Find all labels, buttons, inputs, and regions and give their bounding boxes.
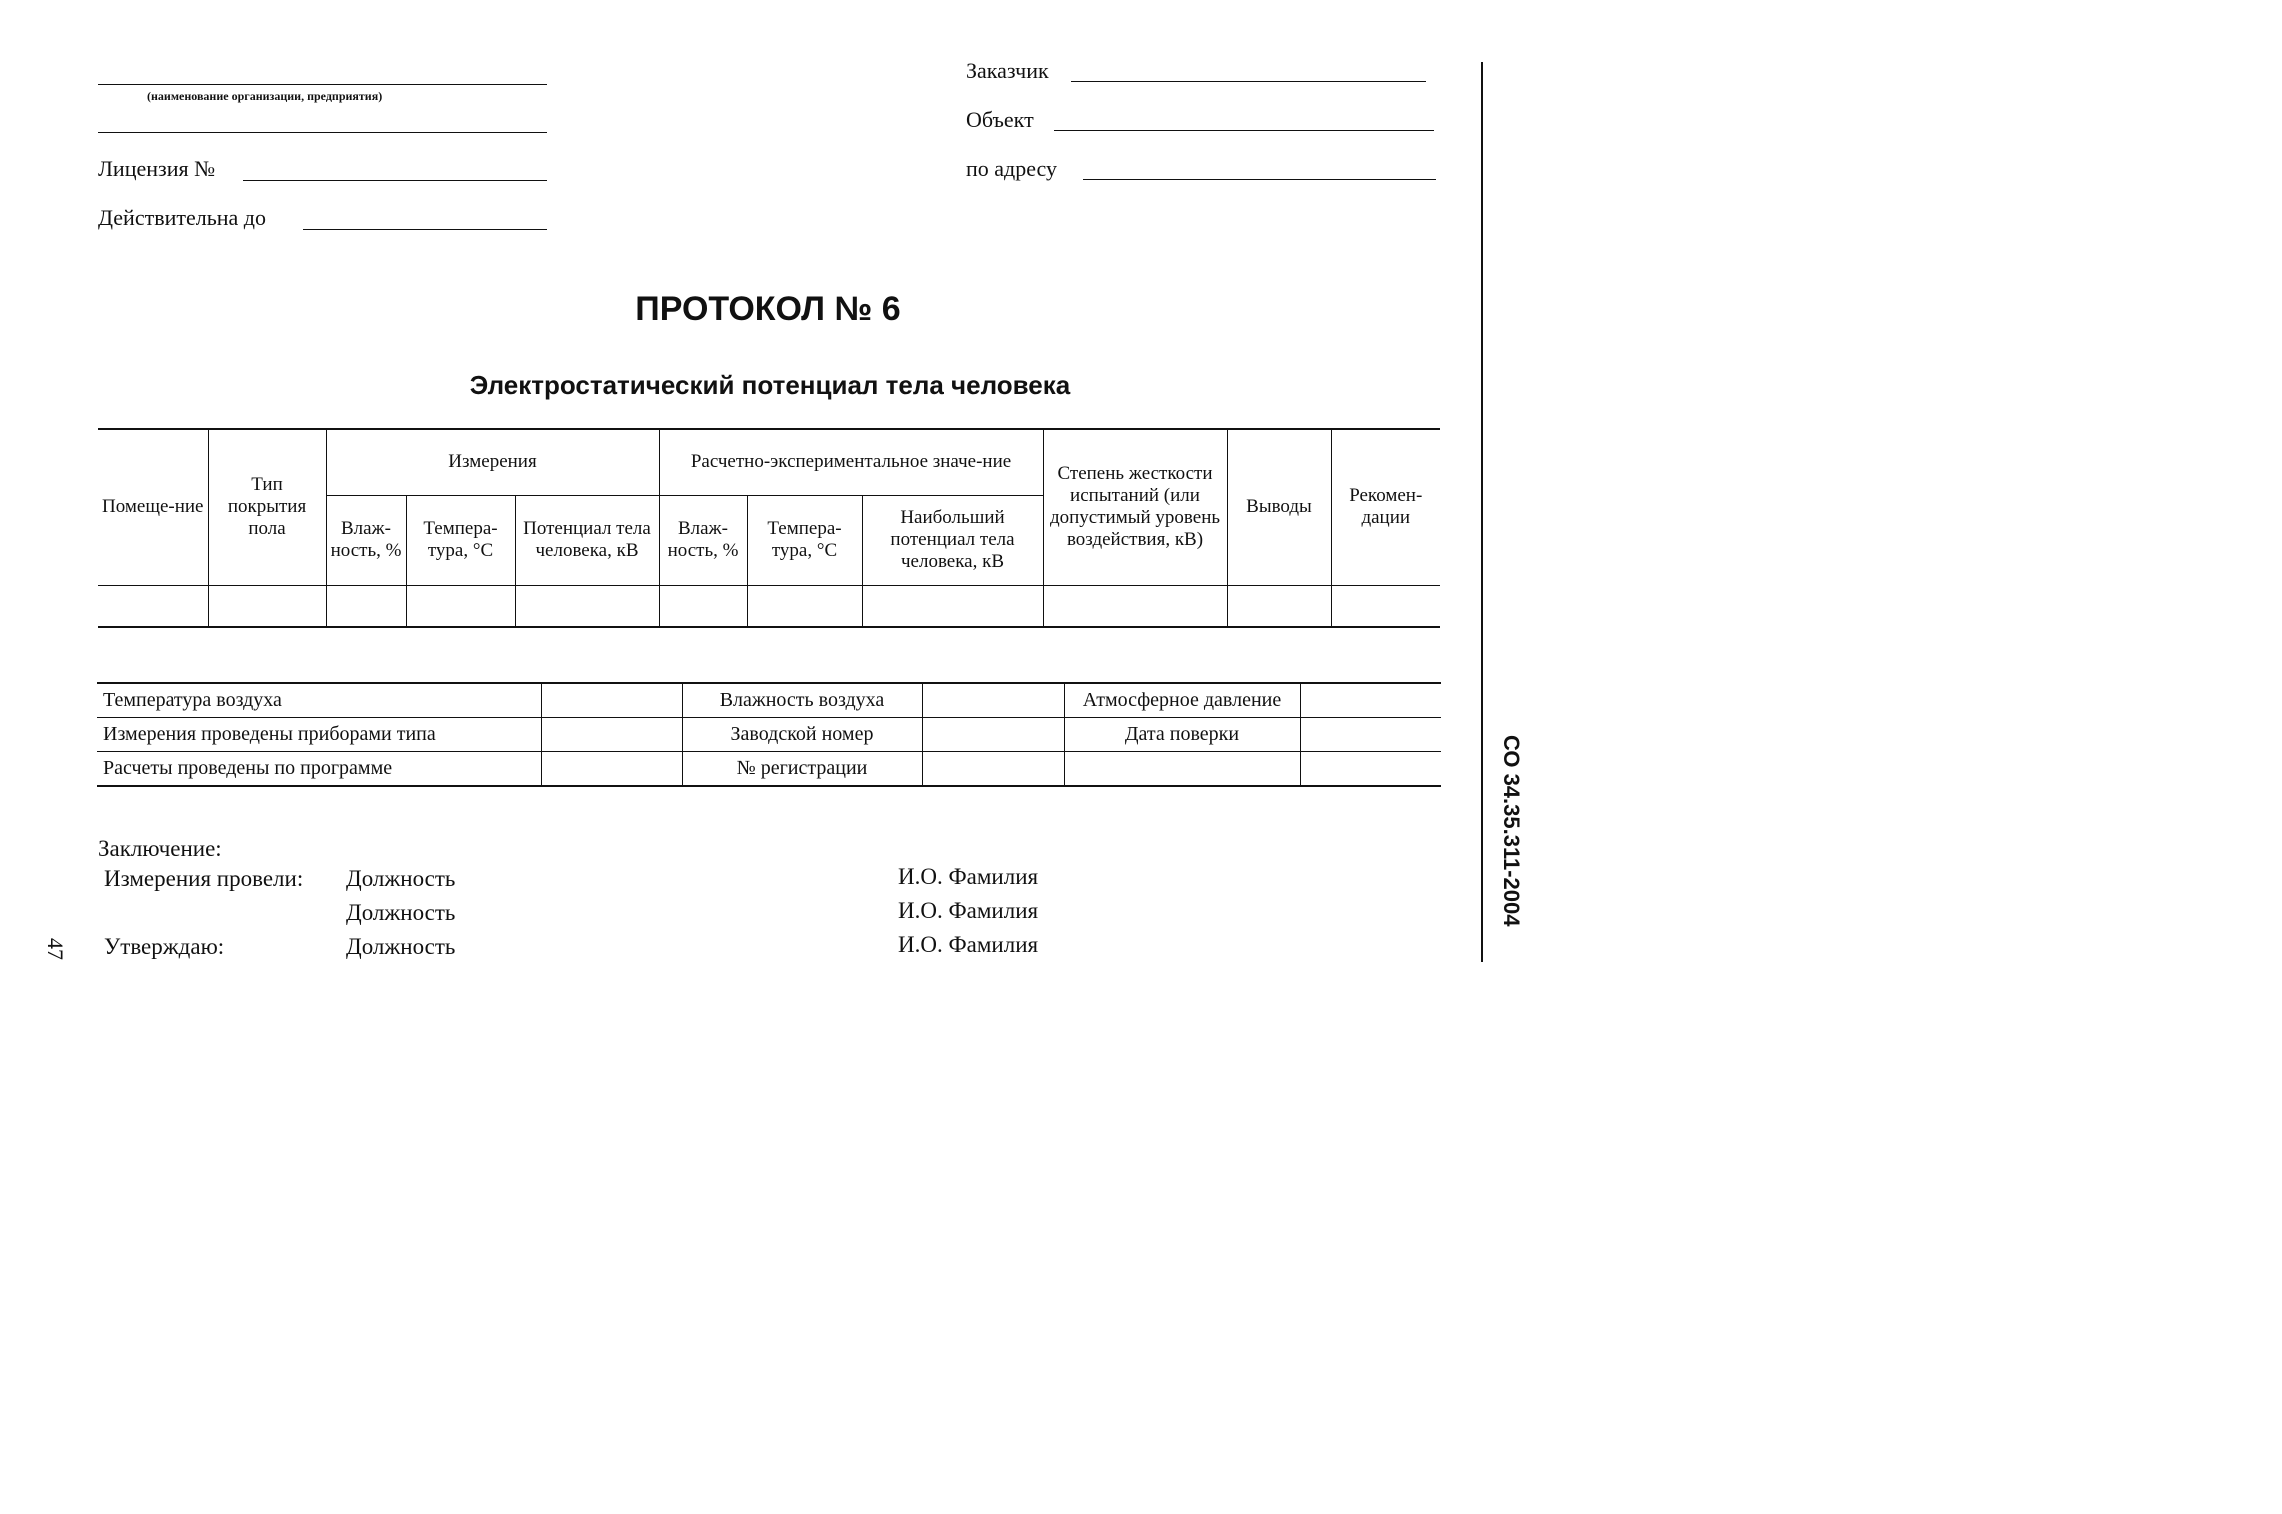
header-room: Помеще-ние [98,429,208,585]
atm-pressure-label: Атмосферное давление [1064,683,1300,718]
license-field[interactable] [243,180,547,181]
address-label: по адресу [966,156,1058,181]
header-temperature: Темпера-тура, °C [406,495,515,585]
serial-number-label: Заводской номер [682,718,922,752]
measurement-table [98,428,1440,628]
air-temperature-value[interactable] [541,683,682,718]
valid-until-label: Действительна до [98,205,266,230]
serial-number-value[interactable] [922,718,1064,752]
calc-program-label: Расчеты проведены по программе [97,752,541,787]
empty-cell-2[interactable] [1300,752,1441,787]
license-label: Лицензия № [98,156,216,181]
calc-program-value[interactable] [541,752,682,787]
cell-calc-humidity[interactable] [659,585,747,627]
cell-room[interactable] [98,585,208,627]
org-name-caption: (наименование организации, предприятия) [147,89,383,103]
cell-severity[interactable] [1043,585,1227,627]
cell-calc-temperature[interactable] [747,585,862,627]
protocol-subtitle: Электростатический потенциал тела человека [469,370,1071,400]
org-name-line-1[interactable] [98,84,547,85]
name-1: И.О. Фамилия [898,864,1039,889]
position-2: Должность [346,900,456,925]
header-severity: Степень жесткости испытаний (или допустимый уровень воздействия, кВ) [1043,429,1227,585]
instruments-value[interactable] [541,718,682,752]
air-humidity-label: Влажность воздуха [682,683,922,718]
customer-field[interactable] [1071,81,1426,82]
page-number: 47 [43,938,68,960]
instruments-label: Измерения проведены приборами типа [97,718,541,752]
cell-humidity[interactable] [326,585,406,627]
name-2: И.О. Фамилия [898,898,1039,923]
org-name-line-2[interactable] [98,132,547,133]
name-3: И.О. Фамилия [898,932,1039,957]
object-field[interactable] [1054,130,1434,131]
air-humidity-value[interactable] [922,683,1064,718]
header-potential: Потенциал тела человека, кВ [515,495,659,585]
cell-max-potential[interactable] [862,585,1043,627]
header-max-potential: Наибольший потенциал тела человека, кВ [862,495,1043,585]
object-label: Объект [966,107,1034,132]
air-temperature-label: Температура воздуха [97,683,541,718]
cell-potential[interactable] [515,585,659,627]
header-calc-temperature: Темпера-тура, °C [747,495,862,585]
protocol-title: ПРОТОКОЛ № 6 [635,290,901,328]
calibration-date-label: Дата поверки [1064,718,1300,752]
table-row [98,585,1440,627]
conditions-table [97,682,1441,787]
cell-temperature[interactable] [406,585,515,627]
cell-recommendations[interactable] [1331,585,1440,627]
cell-conclusions[interactable] [1227,585,1331,627]
conclusion-label: Заключение: [98,836,222,861]
document-code-text: СО 34.35.311-2004 [1499,735,1524,927]
measured-by-label: Измерения провели: [104,866,304,891]
cell-floor-type[interactable] [208,585,326,627]
approve-label: Утверждаю: [104,934,225,959]
empty-cell-1[interactable] [1064,752,1300,787]
address-field[interactable] [1083,179,1436,180]
registration-number-value[interactable] [922,752,1064,787]
header-calc-humidity: Влаж-ность, % [659,495,747,585]
header-measurements: Измерения [326,429,659,495]
calibration-date-value[interactable] [1300,718,1441,752]
header-floor-type: Тип покрытия пола [208,429,326,585]
position-3: Должность [346,934,456,959]
header-calc-value: Расчетно-экспериментальное значе-ние [659,429,1043,495]
customer-label: Заказчик [966,58,1049,83]
valid-until-field[interactable] [303,229,547,230]
registration-number-label: № регистрации [682,752,922,787]
document-code [1498,735,1528,965]
position-1: Должность [346,866,456,891]
atm-pressure-value[interactable] [1300,683,1441,718]
header-recommendations: Рекомен-дации [1331,429,1440,585]
margin-rule [1481,62,1483,962]
header-conclusions: Выводы [1227,429,1331,585]
header-humidity: Влаж-ность, % [326,495,406,585]
